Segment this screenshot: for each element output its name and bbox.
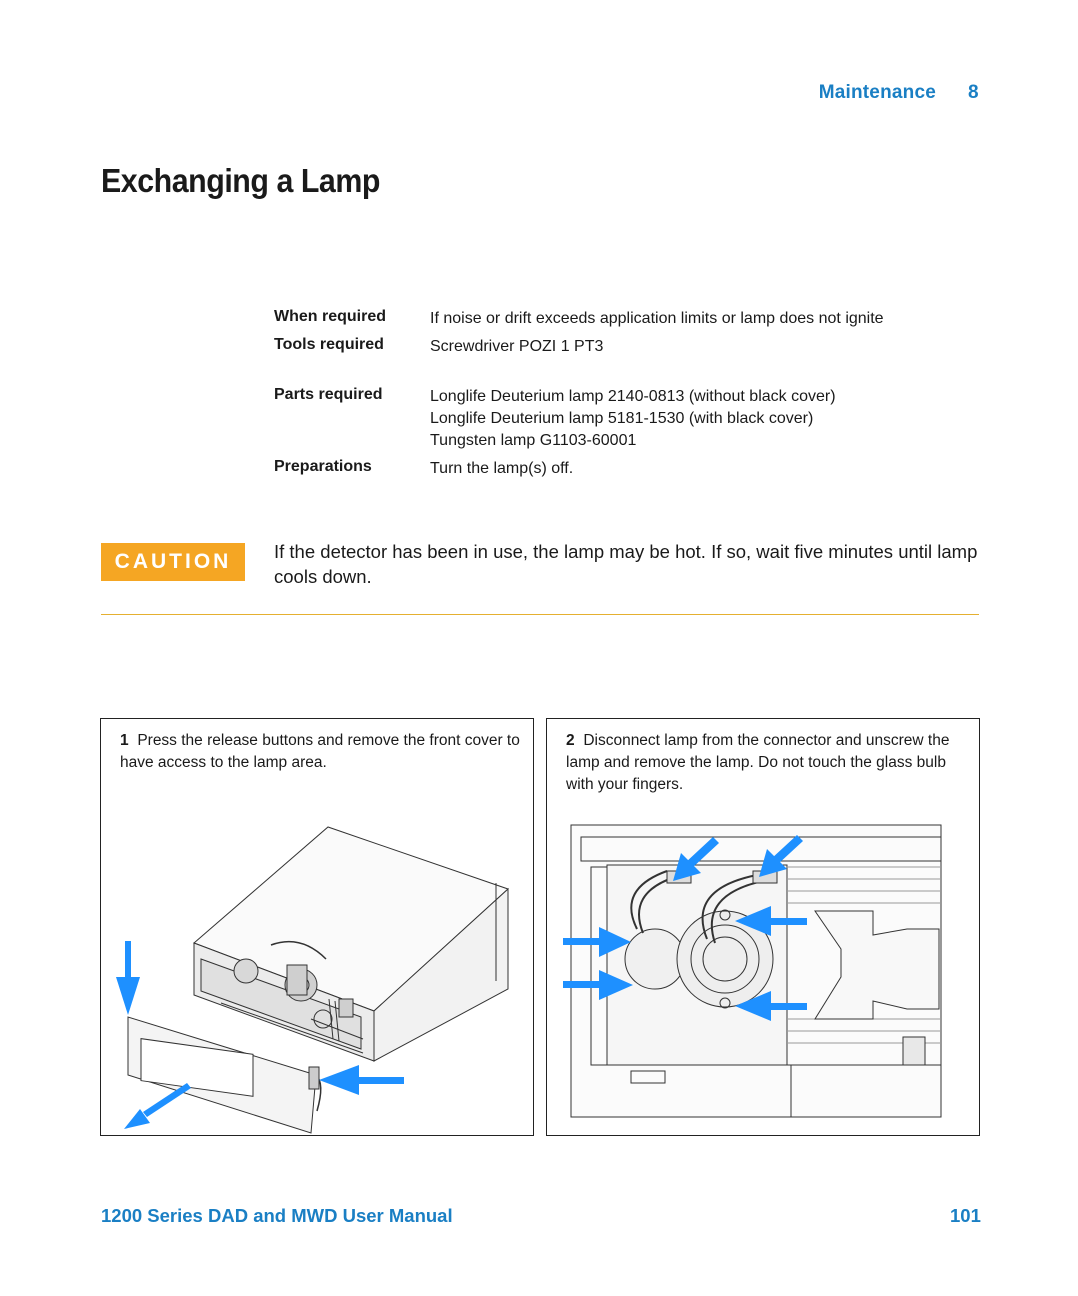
parts-required-label: Parts required (274, 386, 383, 403)
step-1-instruction: Press the release buttons and remove the front cover to have access to the lamp area. (120, 732, 520, 771)
arrow-right-shaft (563, 981, 605, 988)
footer-page-number: 101 (950, 1205, 981, 1226)
detector-front-cover-illustration (101, 719, 533, 1135)
arrow-left-shaft (765, 918, 807, 925)
step-1-number: 1 (120, 732, 129, 749)
when-required-label: When required (274, 308, 387, 325)
step-2-instruction: Disconnect lamp from the connector and unscrew the lamp and remove the lamp. Do not touch the glass bulb with your fingers. (566, 732, 950, 793)
arrow-diagonal-shaft (143, 1083, 191, 1117)
tools-required-label: Tools required (274, 336, 384, 353)
caution-badge: CAUTION (101, 543, 245, 581)
arrow-down-icon (116, 977, 140, 1015)
step-2-number: 2 (566, 732, 575, 749)
step-2-panel (546, 718, 980, 1136)
header-chapter-number: 8 (968, 82, 979, 103)
caution-text: If the detector has been in use, the lamp may be hot. If so, wait five minutes until lamp cools down. (274, 541, 978, 587)
tools-required-value: Screwdriver POZI 1 PT3 (430, 338, 604, 355)
parts-item: Longlife Deuterium lamp 5181-1530 (with black cover) (430, 410, 814, 427)
parts-required-list (430, 386, 836, 452)
preparations-label: Preparations (274, 458, 372, 475)
arrow-left-shaft (765, 1003, 807, 1010)
step-1-panel (100, 718, 534, 1136)
preparations-value: Turn the lamp(s) off. (430, 460, 574, 477)
arrow-left-icon (319, 1065, 359, 1095)
when-required-value: If noise or drift exceeds application limits or lamp does not ignite (430, 310, 884, 327)
lamp-connector-illustration (547, 719, 979, 1135)
caution-divider (101, 614, 979, 615)
parts-item: Longlife Deuterium lamp 2140-0813 (without black cover) (430, 388, 836, 405)
arrow-right-shaft (563, 938, 605, 945)
footer-manual-title: 1200 Series DAD and MWD User Manual (101, 1205, 453, 1226)
arrow-down-shaft (125, 941, 131, 983)
page-title: Exchanging a Lamp (101, 162, 380, 199)
parts-item: Tungsten lamp G1103-60001 (430, 432, 637, 449)
header-section-title: Maintenance (818, 82, 936, 103)
